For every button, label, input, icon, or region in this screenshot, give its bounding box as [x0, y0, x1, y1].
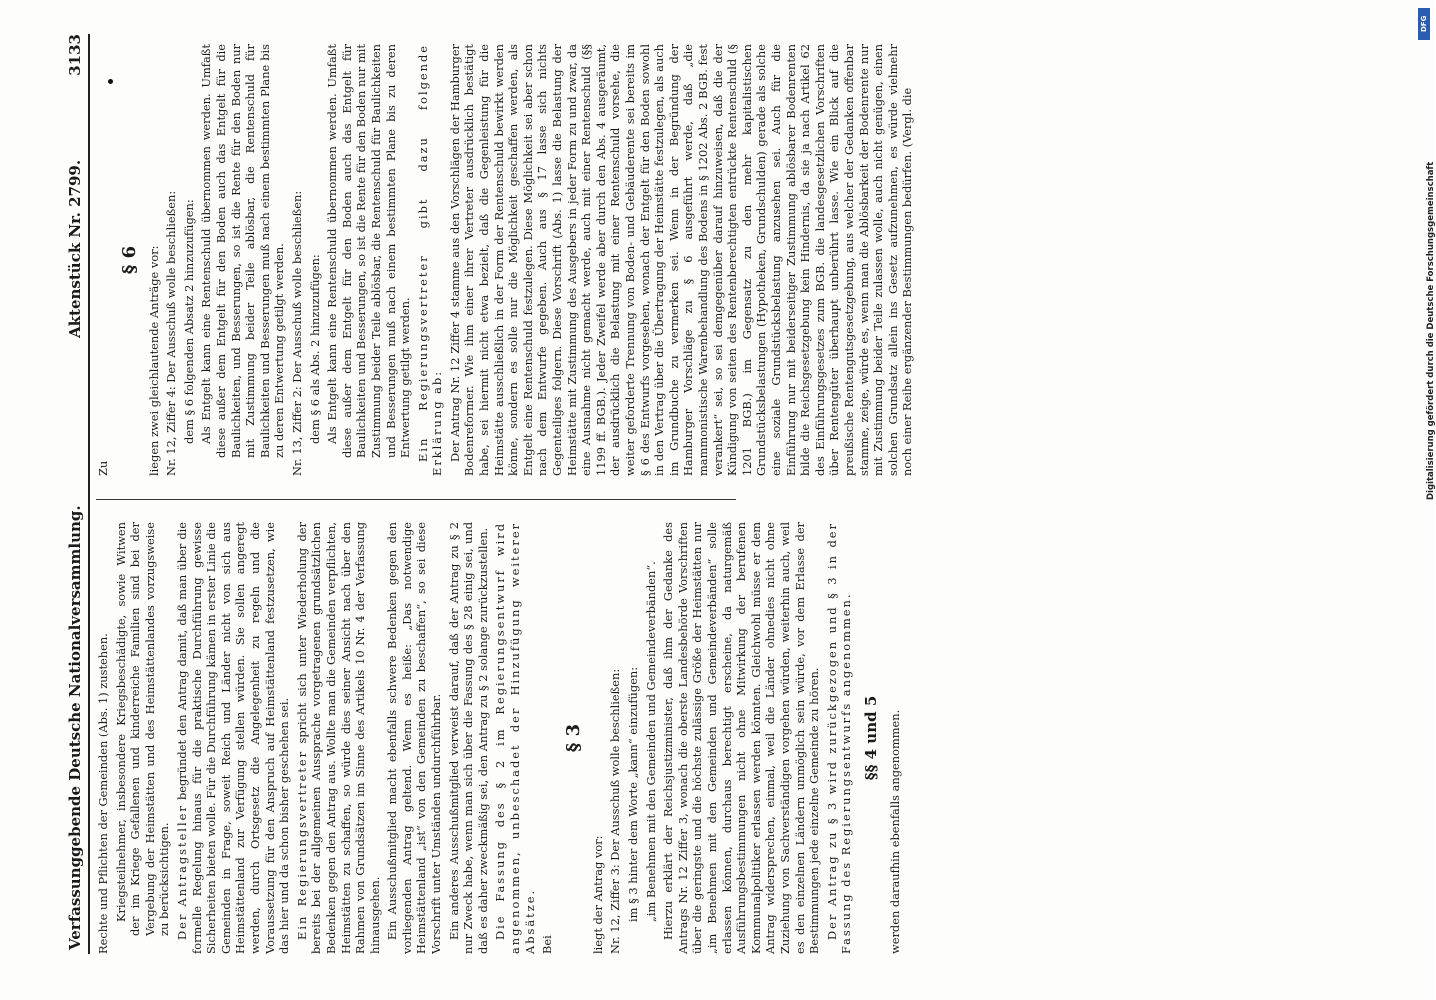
paragraph: Ein Regierungsvertreter spricht sich unter Wiederholung der bereits bei der allgemeinen Aussprache vorgetragenen grundsätzlichen Bedenken gegen den Antrag aus. Wollte man die Gemeinden verpflichten, Heimstätten zu schaffen, so würde dies seiner Ansicht nach über den Rahmen von Grundsätzen im Sinne des Artikels 10 Nr. 4 der Verfassung hinausgehen. — [294, 522, 382, 954]
page-number: 3133 — [66, 34, 84, 76]
section-heading: § 3 — [562, 723, 584, 753]
quoted-paragraph: dem § 6 folgenden Absatz 2 hinzuzufügen: — [181, 199, 196, 444]
left-column — [96, 521, 902, 954]
quoted-paragraph: dem § 6 als Abs. 2 hinzuzufügen: — [307, 254, 322, 444]
digitization-note: Digitalisierung gefördert durch die Deutsche Forschungsgemeinschaft — [1426, 161, 1436, 500]
right-column — [96, 44, 915, 476]
paragraph: Die Fassung des § 2 im Regierungsentwurf wird angenommen, unbeschadet der Hinzufügung weiterer Absätze. — [493, 522, 537, 954]
speaker-label: Ein Regierungsvertreter — [294, 749, 309, 940]
paragraph: Der Antragsteller begründet den Antrag damit, daß man über die formelle Regelung hinaus für die praktische Durchführung gewisse Sicherheiten bieten wolle. Für die Durchführung kämen in erster Linie die Gemeinden in Frage, soweit Reich und Länder nicht von sich aus Heimstättenland zur Verfügung stellen würden. Sie sollen angeregt werden, durch Ortsgesetz die Angelegenheit zu regeln und die Voraussetzung für den Anspruch auf Heimstättenland festzusetzen, wie das hier und da schon bisher geschehen sei. — [174, 521, 292, 954]
motion-title: Nr. 12, Ziffer 3: Der Ausschuß wolle beschließen: — [608, 668, 623, 954]
paragraph: Der Antrag zu § 3 wird zurückgezogen und § 3 in der Fassung des Regierungsentwurfs angenommen. — [824, 522, 854, 954]
quoted-paragraph: Als Entgelt kann eine Rentenschuld übernommen werden. Umfaßt diese außer dem Entgelt für den Boden auch das Entgelt für die Baulichkeiten, und Besserungen, so ist die Rente für den Boden nur mit Zustimmung beider Teile ablösbar, die Rentenschuld für Baulichkeiten und Besserungen muß nach einem bestimmten Plane bis zu deren Entwertung getilgt werden. — [199, 44, 287, 458]
paragraph: Der Antrag Nr. 12 Ziffer 4 stamme aus den Vorschlägen der Hamburger Bodenreformer. Wie ihm einer ihrer Vertreter ausdrücklich bestätigt habe, sei hiermit nicht etwa bezielt, daß die Gegenleistung für die Heimstätte ausschließlich in der Form der Rentenschuld bewirkt werden könne, sondern es solle nur die Möglichkeit geschaffen werden, als Entgelt eine Rentenschuld festzulegen. Diese Möglichkeit sei aber schon nach dem Entwurfe gegeben. Auch aus § 17 lasse sich nichts Gegenteiliges folgern. Diese Vorschrift (Abs. 1) lasse die Belastung der Heimstätte mit Zustimmung des Ausgebers in jeder Form zu und zwar, da eine Ausnahme nicht gemacht werde, auch mit einer Rentenschuld (§§ 1199 ff. BGB.). Jeder Zweifel werde aber durch den Abs. 4 ausgeräumt, der ausdrücklich die Belastung mit einer Rentenschuld vorsehe, die weiter geforderte Trennung von Boden- und Gebäuderente sei bereits im § 6 des Entwurfs vorgesehen, wonach der Entgelt für den Boden sowohl in den Vertrag über die Übertragung der Heimstätte festzulegen, als auch im Grundbuche zu vermerken sei. Wenn in der Begründung der Hamburger Vorschläge zu § 6 ausgeführt werde, daß „die mammonistische Warenbehandlung des Bodens in § 1202 Abs. 2 BGB. fest verankert“ sei, so sei demgegenüber darauf hinzuweisen, daß die der Kündigung von seiten des Rentenberechtigten entrückte Rentenschuld (§ 1201 BGB.) im Gegensatz zu den mehr kapitalistischen Grundstücksbelastungen (Hypotheken, Grundschulden) gerade als solche eine soziale Grundstücksbelastung anzusehen sei. Auch für die Einführung nur mit beiderseitiger Zustimmung ablösbarer Bodenrenten bilde die Reichsgesetzgebung kein Hindernis, da sie ja nach Artikel 62 des Einführungsgesetzes zum BGB. die landesgesetzlichen Vorschriften über Rentengüter überhaupt unberührt lasse. Wie ein Blick auf die preußische Rentengutsgesetzgebung, aus welcher der Gedanken offenbar stamme, zeige, würde es, wenn man die Ablösbarkeit der Bodenrente nur mit Zustimmung beider Teile zulassen wolle, auch nicht genügen, einen solchen Grundsatz allein ins Gesetz aufzunehmen, es würde vielmehr noch einer Reihe ergänzender Bestimmungen bedürfen. (Vergl. die — [447, 44, 915, 476]
quoted-paragraph: Als Entgelt kann eine Rentenschuld übernommen werden. Umfaßt diese außer dem Entgelt für den Boden auch das Entgelt für Baulichkeiten und Besserungen, so ist die Rente für den Boden nur mit Zustimmung beider Teile ablösbar, die Rentenschuld für Baulichkeiten und Besserungen muß nach einem bestimmten Plane bis zu deren Entwertung getilgt werden. — [325, 44, 413, 458]
paragraph: liegt der Antrag vor: — [590, 835, 605, 954]
section-heading: §§ 4 und 5 — [861, 695, 880, 781]
quoted-paragraph: Kriegsteilnehmer, insbesondere Kriegsbeschädigte, sowie Witwen der im Kriege Gefallenen und kinderreiche Familien sind bei der Vergebung der Heimstätten und des Heimstättenlandes vorzugsweise zu berücksichtigen. — [113, 522, 172, 936]
dfg-logo: DFG — [1418, 8, 1430, 40]
running-head — [62, 34, 90, 954]
paragraph: liegen zwei gleichlautende Anträge vor: — [146, 245, 161, 476]
motion-title: Nr. 12, Ziffer 4: Der Ausschuß wolle beschließen: — [164, 190, 179, 476]
motion-title: Nr. 13, Ziffer 2: Der Ausschuß wolle beschließen: — [289, 190, 304, 476]
quoted-paragraph: im § 3 hinter dem Worte „kann“ einzufügen: — [626, 666, 640, 922]
paragraph: Ein anderes Ausschußmitglied verweist darauf, daß der Antrag zu § 2 nur Zweck habe, wenn man sich über die Fassung des § 28 einig sei, und daß es daher zweckmäßig sei, den Antrag zu § 2 solange zurückzustellen. — [446, 522, 490, 954]
header-title: Verfassunggebende Deutsche Nationalversammlung. — [66, 505, 84, 950]
quoted-paragraph: „im Benehmen mit den Gemeinden und Gemeindeverbänden“. — [643, 561, 658, 922]
paragraph: Rechte und Pflichten der Gemeinden (Abs. 1) zustehen. — [96, 633, 110, 954]
column-divider — [96, 499, 736, 500]
paragraph: Ein Ausschußmitglied macht ebenfalls schwere Bedenken gegen den vorliegenden Antrag geltend. Wenn es heiße: „Das notwendige Heimstättenland „ist“ von den Gemeinden zu beschaffen“, so sei diese Vorschrift unter Umständen undurchführbar. — [385, 522, 444, 954]
paragraph: werden daraufhin ebenfalls angenommen. — [887, 709, 902, 954]
paragraph: Zu — [96, 460, 110, 476]
section-heading: § 6 — [118, 245, 140, 275]
document-page-rotated — [62, 34, 1342, 954]
paragraph: Ein Regierungsvertreter gibt dazu folgende Erklärung ab: — [415, 44, 445, 476]
ink-dot — [108, 79, 113, 84]
speaker-label: Der Antragsteller — [174, 804, 189, 940]
paragraph: Hierzu erklärt der Reichsjustizminister, daß ihm der Gedanke des Antrags Nr. 12 Ziffer 3, wonach die oberste Landesbehörde Vorschriften über die geringste und die höchste zulässige Größe der Heimstätten nur „im Benehmen mit den Gemeinden und Gemeindeverbänden“ solle erlassen können, durchaus berechtigt erscheine, da naturgemäß Ausführungsbestimmungen nicht ohne Mitwirkung der berufenen Kommunalpolitiker erlassen werden könnten. Gleichwohl müsse er dem Antrag widersprechen, einmal, weil die Länder ohnedies nicht ohne Zuziehung von Sachverständigen vorgehen würden, weiterhin auch, weil es den einzelnen Ländern unmöglich sein würde, vor dem Erlasse der Bestimmungen jede einzelne Gemeinde zu hören. — [661, 522, 822, 954]
paragraph: Bei — [540, 935, 555, 954]
header-doc-ref: Aktenstück Nr. 2799. — [66, 159, 84, 338]
